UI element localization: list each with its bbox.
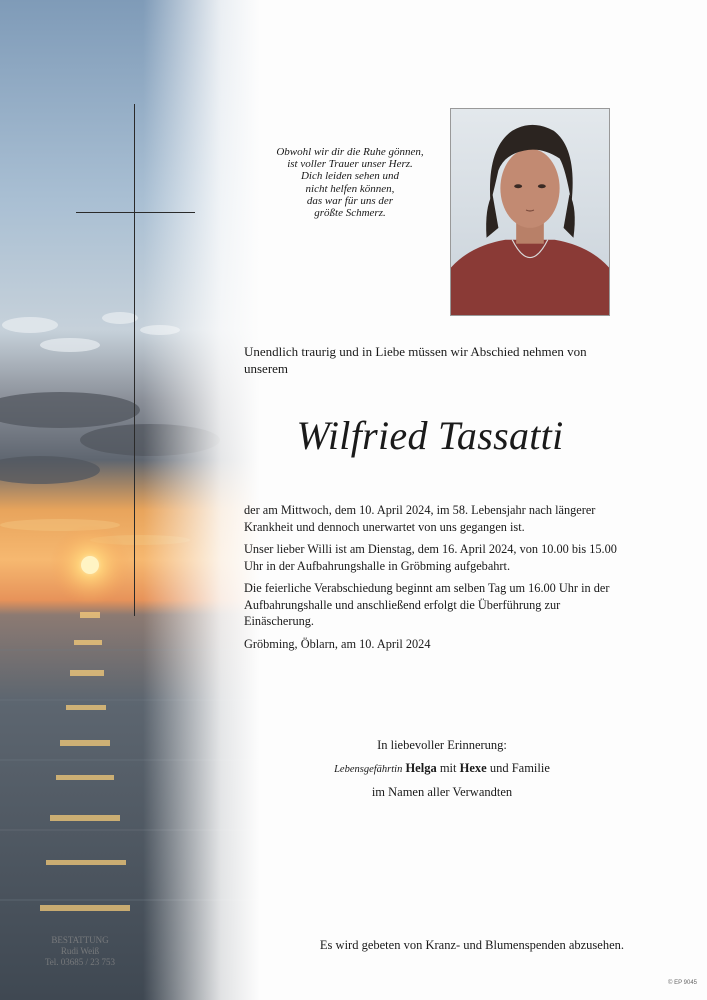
poem — [240, 146, 460, 219]
poem-line: nicht helfen können, — [305, 182, 395, 195]
relatives-line: im Namen aller Verwandten — [371, 785, 513, 799]
undertaker-line: Tel. 03685 / 23 753 — [44, 957, 116, 967]
family-text: und Familie — [489, 761, 550, 775]
viewing-paragraph: Unser lieber Willi ist am Dienstag, dem 16. April 2024, von 10.00 bis 15.00 Uhr in der Aufbahrungshalle in Gröbming aufgebahrt. — [244, 542, 617, 573]
memorial-section — [244, 734, 640, 804]
partner-name: Helga — [405, 761, 437, 775]
undertaker-line: BESTATTUNG — [51, 935, 109, 945]
intro-text: Unendlich traurig und in Liebe müssen wir Abschied nehmen von unserem — [244, 344, 587, 376]
mourners-line — [244, 757, 640, 781]
poem-line: ist voller Trauer unser Herz. — [287, 158, 413, 171]
donation-note: Es wird gebeten von Kranz- und Blumenspenden abzusehen. — [319, 938, 624, 952]
poem-line: größte Schmerz. — [314, 207, 386, 220]
place-date: Gröbming, Öblarn, am 10. April 2024 — [244, 636, 431, 651]
partner-prefix: Lebensgefährtin — [334, 764, 403, 775]
connector-word: mit — [439, 761, 457, 775]
ceremony-paragraph: Die feierliche Verabschiedung beginnt am selben Tag um 16.00 Uhr in der Aufbahrungshalle und anschließend erfolgt die Überführung zur Einäscherung. — [244, 581, 610, 628]
poem-line: das war für uns der — [306, 194, 394, 207]
poem-line: Obwohl wir dir die Ruhe gönnen, — [276, 146, 424, 158]
memorial-heading: In liebevoller Erinnerung: — [377, 738, 507, 752]
print-code: © EP 9045 — [668, 980, 697, 986]
second-name: Hexe — [459, 761, 487, 775]
obituary-body — [244, 502, 624, 658]
undertaker-stamp — [30, 935, 130, 968]
poem-line: Dich leiden sehen und — [300, 170, 400, 183]
death-notice-paragraph: der am Mittwoch, dem 10. April 2024, im 58. Lebensjahr nach längerer Krankheit und dennoch unerwartet von uns gegangen ist. — [244, 503, 596, 534]
cross-vertical-bar — [134, 104, 135, 616]
deceased-name: Wilfried Tassatti — [296, 413, 564, 458]
sunset-sea-image — [0, 0, 260, 1000]
undertaker-line: Rudi Weiß — [60, 946, 100, 956]
portrait-photo — [450, 108, 610, 316]
cross-horizontal-bar — [76, 212, 195, 213]
